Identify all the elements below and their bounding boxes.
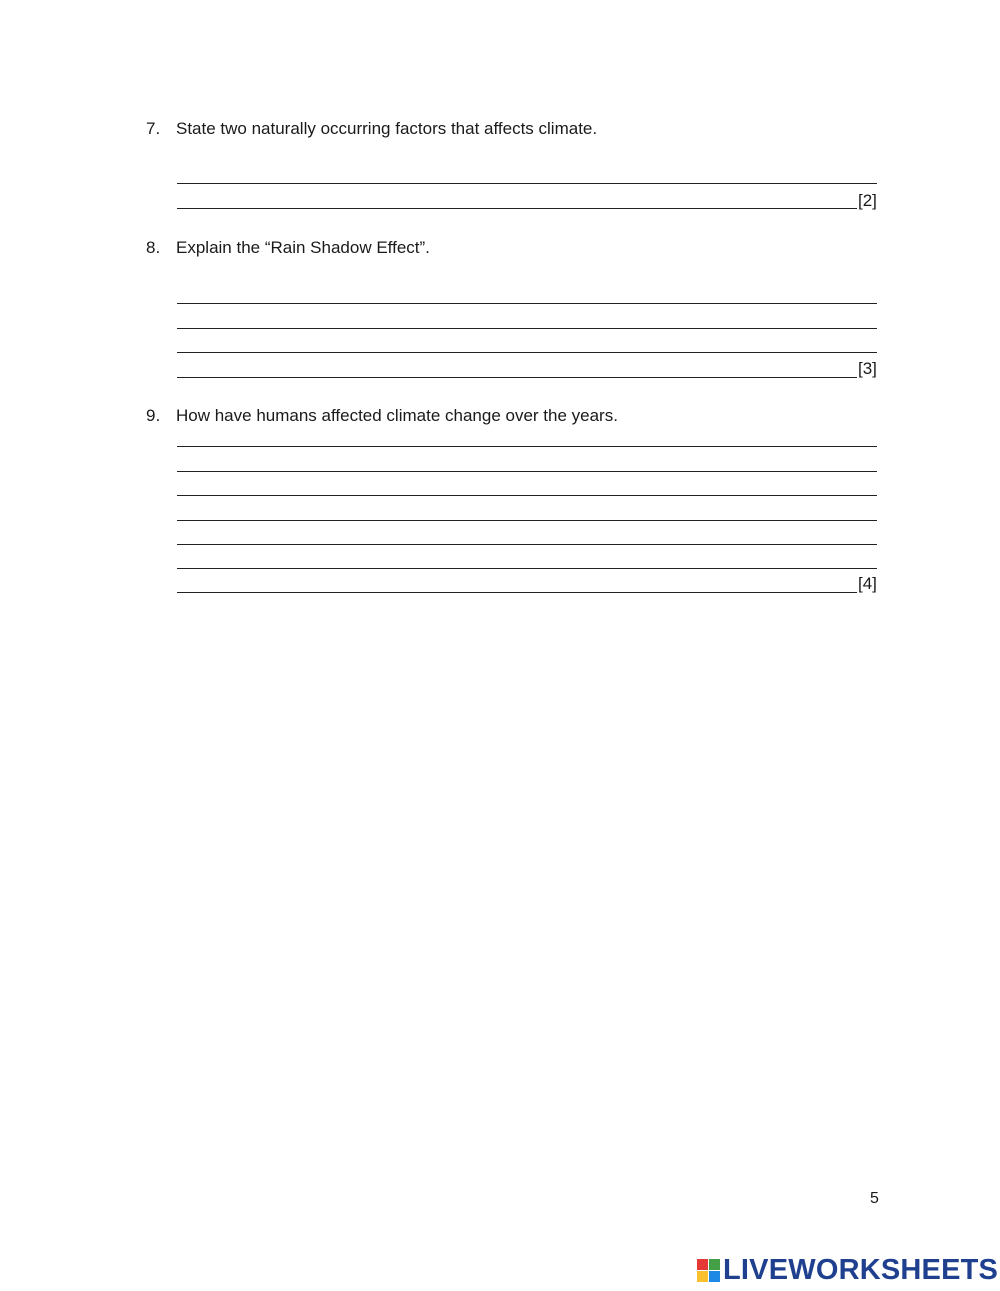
question-text: State two naturally occurring factors that affects climate. (176, 119, 598, 138)
marks-label: [3] (858, 359, 877, 378)
answer-line[interactable] (177, 544, 877, 545)
question-number: 9. (146, 406, 161, 425)
answer-line[interactable] (177, 520, 877, 521)
answer-line[interactable] (177, 208, 857, 209)
answer-line[interactable] (177, 303, 877, 304)
logo-square-blue (709, 1271, 720, 1282)
question-8 (146, 238, 430, 258)
liveworksheets-logo (697, 1253, 998, 1287)
answer-line[interactable] (177, 495, 877, 496)
marks-label: [2] (858, 191, 877, 210)
logo-square-red (697, 1259, 708, 1270)
answer-line[interactable] (177, 377, 857, 378)
answer-line[interactable] (177, 183, 877, 184)
logo-square-yellow (697, 1271, 708, 1282)
answer-line[interactable] (177, 328, 877, 329)
question-text: How have humans affected climate change over the years. (176, 406, 618, 425)
question-number: 7. (146, 119, 161, 138)
question-text: Explain the “Rain Shadow Effect”. (176, 238, 430, 257)
logo-square-green (709, 1259, 720, 1270)
answer-line[interactable] (177, 568, 877, 569)
question-number: 8. (146, 238, 161, 257)
question-9 (146, 406, 618, 426)
answer-line[interactable] (177, 352, 877, 353)
question-7 (146, 119, 597, 139)
answer-line[interactable] (177, 446, 877, 447)
answer-line[interactable] (177, 471, 877, 472)
logo-icon (697, 1259, 720, 1282)
logo-text: LIVEWORKSHEETS (723, 1253, 999, 1286)
answer-line[interactable] (177, 592, 857, 593)
marks-label: [4] (858, 574, 877, 593)
page-number: 5 (870, 1190, 879, 1207)
